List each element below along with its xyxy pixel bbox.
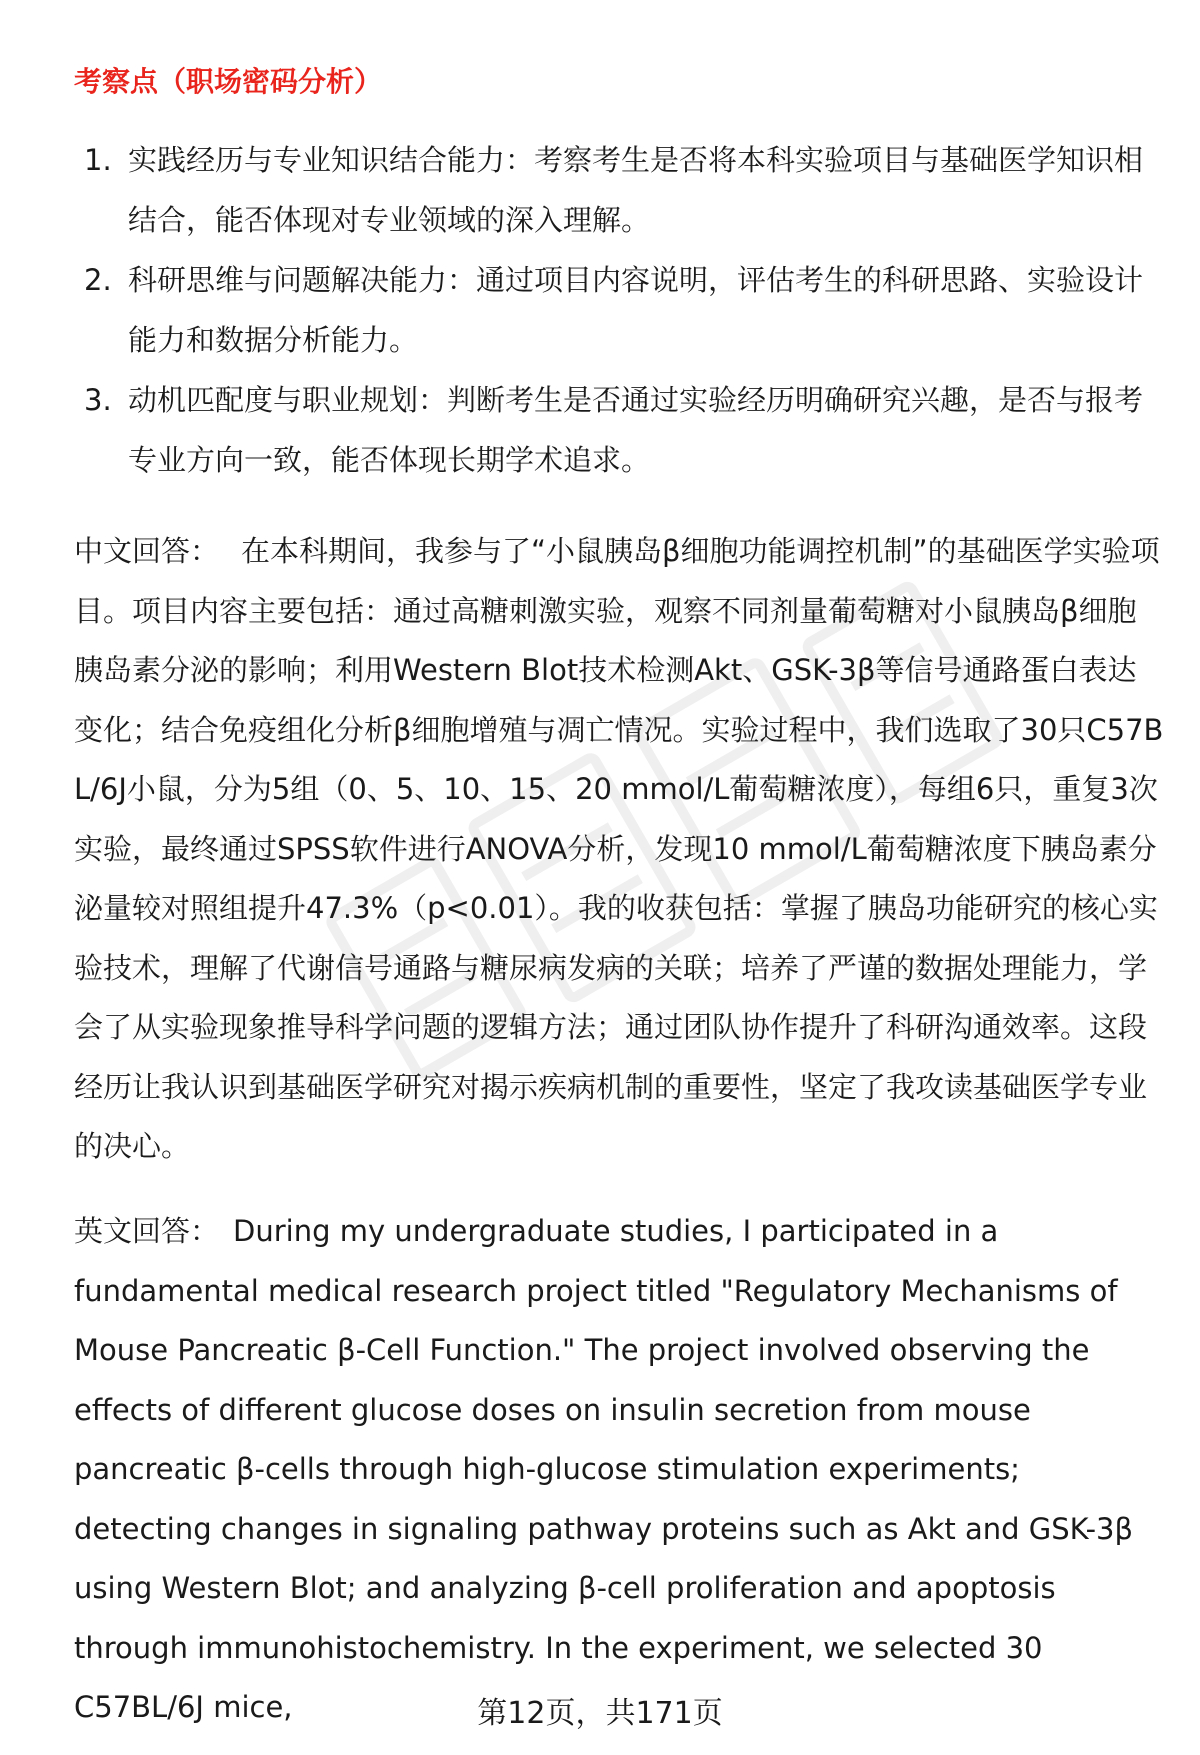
english-answer-text: During my undergraduate studies, I participated in a fundamental medical research project titled "Regulatory Mechanisms of Mouse Pancreatic β-Cell Function." The project involved observing the effects of different glucose doses on insulin secretion from mouse pancreatic β-cells through high-glucose stimulation experiments; detecting changes in signaling pathway proteins such as Akt and GSK-3β using Western Blot; and analyzing β-cell proliferation and apoptosis through immunohistochemistry. In the experiment, we selected 30 C57BL/6J mice, [74, 1214, 1134, 1724]
page-number-footer: 第12页，共171页 [477, 1696, 723, 1731]
list-item [74, 370, 1154, 490]
english-answer-label: 英文回答： [74, 1214, 220, 1248]
chinese-answer-label: 中文回答： [74, 534, 220, 568]
list-item-number: 1. [84, 143, 112, 177]
english-answer-paragraph [74, 1202, 1154, 1738]
list-item [74, 130, 1154, 250]
chinese-answer-paragraph [74, 522, 1164, 1177]
list-item-number: 3. [84, 383, 112, 417]
list-item-text: 实践经历与专业知识结合能力：考察考生是否将本科实验项目与基础医学知识相结合，能否体现对专业领域的深入理解。 [128, 143, 1144, 237]
list-item [74, 250, 1154, 370]
list-item-number: 2. [84, 263, 112, 297]
chinese-answer-text: 在本科期间，我参与了“小鼠胰岛β细胞功能调控机制”的基础医学实验项目。项目内容主要包括：通过高糖刺激实验，观察不同剂量葡萄糖对小鼠胰岛β细胞胰岛素分泌的影响；利用Western Blot技术检测Akt、GSK-3β等信号通路蛋白表达变化；结合免疫组化分析β细胞增殖与凋亡情况。实验过程中，我们选取了30只C57BL/6J小鼠，分为5组（0、5、10、15、20 mmol/L葡萄糖浓度），每组6只，重复3次实验，最终通过SPSS软件进行ANOVA分析，发现10 mmol/L葡萄糖浓度下胰岛素分泌量较对照组提升47.3%（p<0.01）。我的收获包括：掌握了胰岛功能研究的核心实验技术，理解了代谢信号通路与糖尿病发病的关联；培养了严谨的数据处理能力，学会了从实验现象推导科学问题的逻辑方法；通过团队协作提升了科研沟通效率。这段经历让我认识到基础医学研究对揭示疾病机制的重要性，坚定了我攻读基础医学专业的决心。 [74, 534, 1164, 1163]
assessment-points-list [74, 130, 1154, 490]
list-item-text: 动机匹配度与职业规划：判断考生是否通过实验经历明确研究兴趣，是否与报考专业方向一致，能否体现长期学术追求。 [128, 383, 1144, 477]
list-item-text: 科研思维与问题解决能力：通过项目内容说明，评估考生的科研思路、实验设计能力和数据分析能力。 [128, 263, 1144, 357]
section-title: 考察点（职场密码分析） [74, 65, 383, 98]
